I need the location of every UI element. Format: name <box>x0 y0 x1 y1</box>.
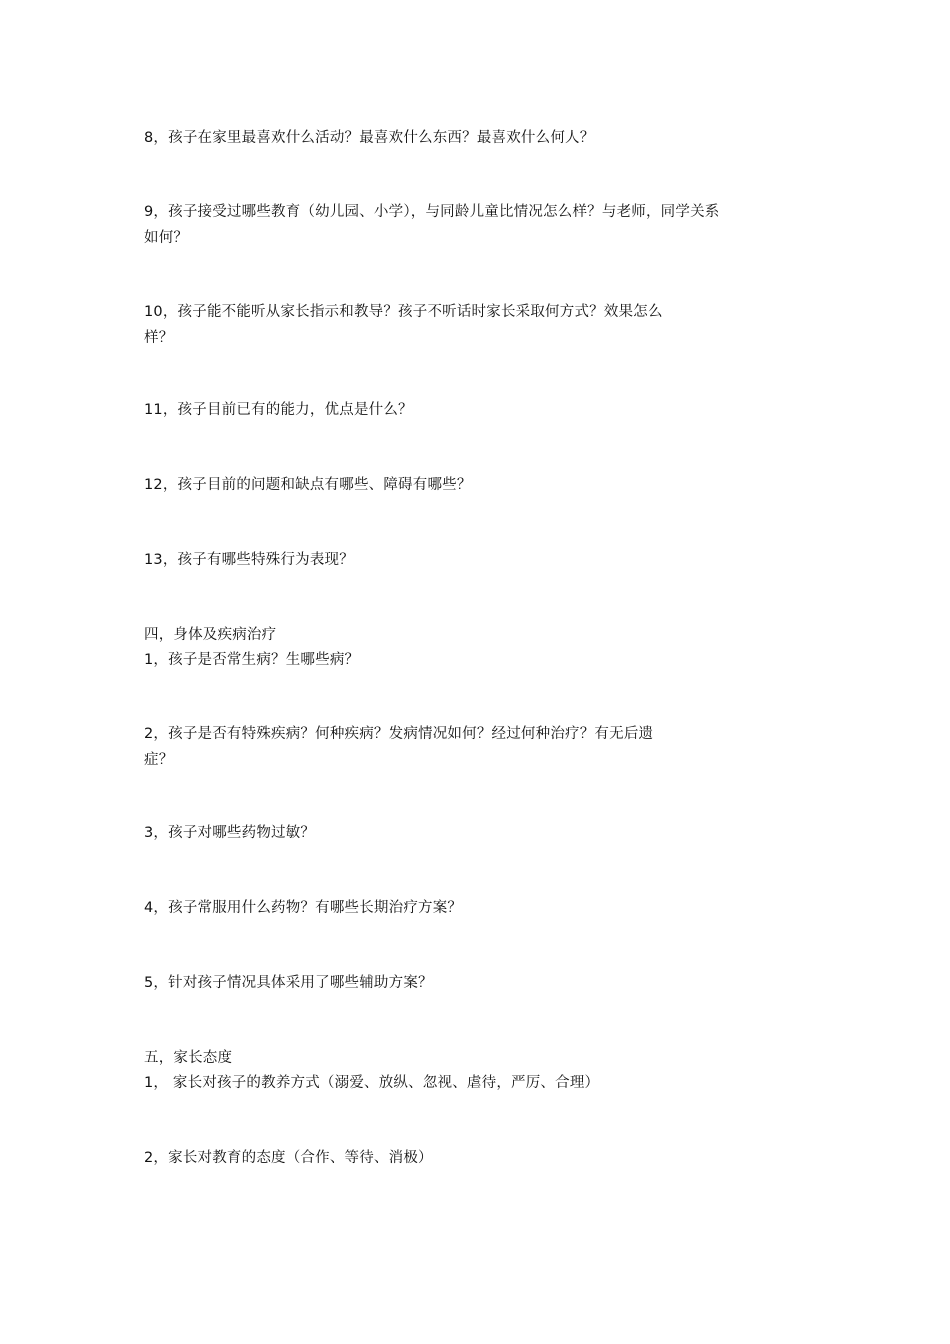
question-10-line-1: 10，孩子能不能听从家长指示和教导？孩子不听话时家长采取何方式？效果怎么 <box>144 304 663 320</box>
question-9-line-1: 9，孩子接受过哪些教育（幼儿园、小学），与同龄儿童比情况怎么样？与老师，同学关系 <box>144 204 720 220</box>
section-5-question-2: 2，家长对教育的态度（合作、等待、消极） <box>144 1150 433 1166</box>
question-8: 8，孩子在家里最喜欢什么活动？最喜欢什么东西？最喜欢什么何人？ <box>144 130 595 146</box>
question-10-line-2: 样？ <box>144 330 174 346</box>
section-4-question-5: 5，针对孩子情况具体采用了哪些辅助方案？ <box>144 975 433 991</box>
section-4-heading: 四，身体及疾病治疗 <box>144 627 277 643</box>
section-4-question-4: 4，孩子常服用什么药物？有哪些长期治疗方案？ <box>144 900 463 916</box>
question-13: 13，孩子有哪些特殊行为表现？ <box>144 552 354 568</box>
question-12: 12，孩子目前的问题和缺点有哪些、障碍有哪些？ <box>144 477 472 493</box>
section-4-question-2-line-1: 2，孩子是否有特殊疾病？何种疾病？发病情况如何？经过何种治疗？有无后遗 <box>144 726 654 742</box>
section-4-question-1: 1，孩子是否常生病？生哪些病？ <box>144 652 360 668</box>
section-5-question-1: 1， 家长对孩子的教养方式（溺爱、放纵、忽视、虐待，严厉、合理） <box>144 1075 600 1091</box>
section-4-question-2-line-2: 症？ <box>144 752 174 768</box>
section-4-question-3: 3，孩子对哪些药物过敏？ <box>144 825 316 841</box>
question-9-line-2: 如何？ <box>144 230 189 246</box>
question-11: 11，孩子目前已有的能力，优点是什么？ <box>144 402 413 418</box>
section-5-heading: 五，家长态度 <box>144 1050 233 1066</box>
